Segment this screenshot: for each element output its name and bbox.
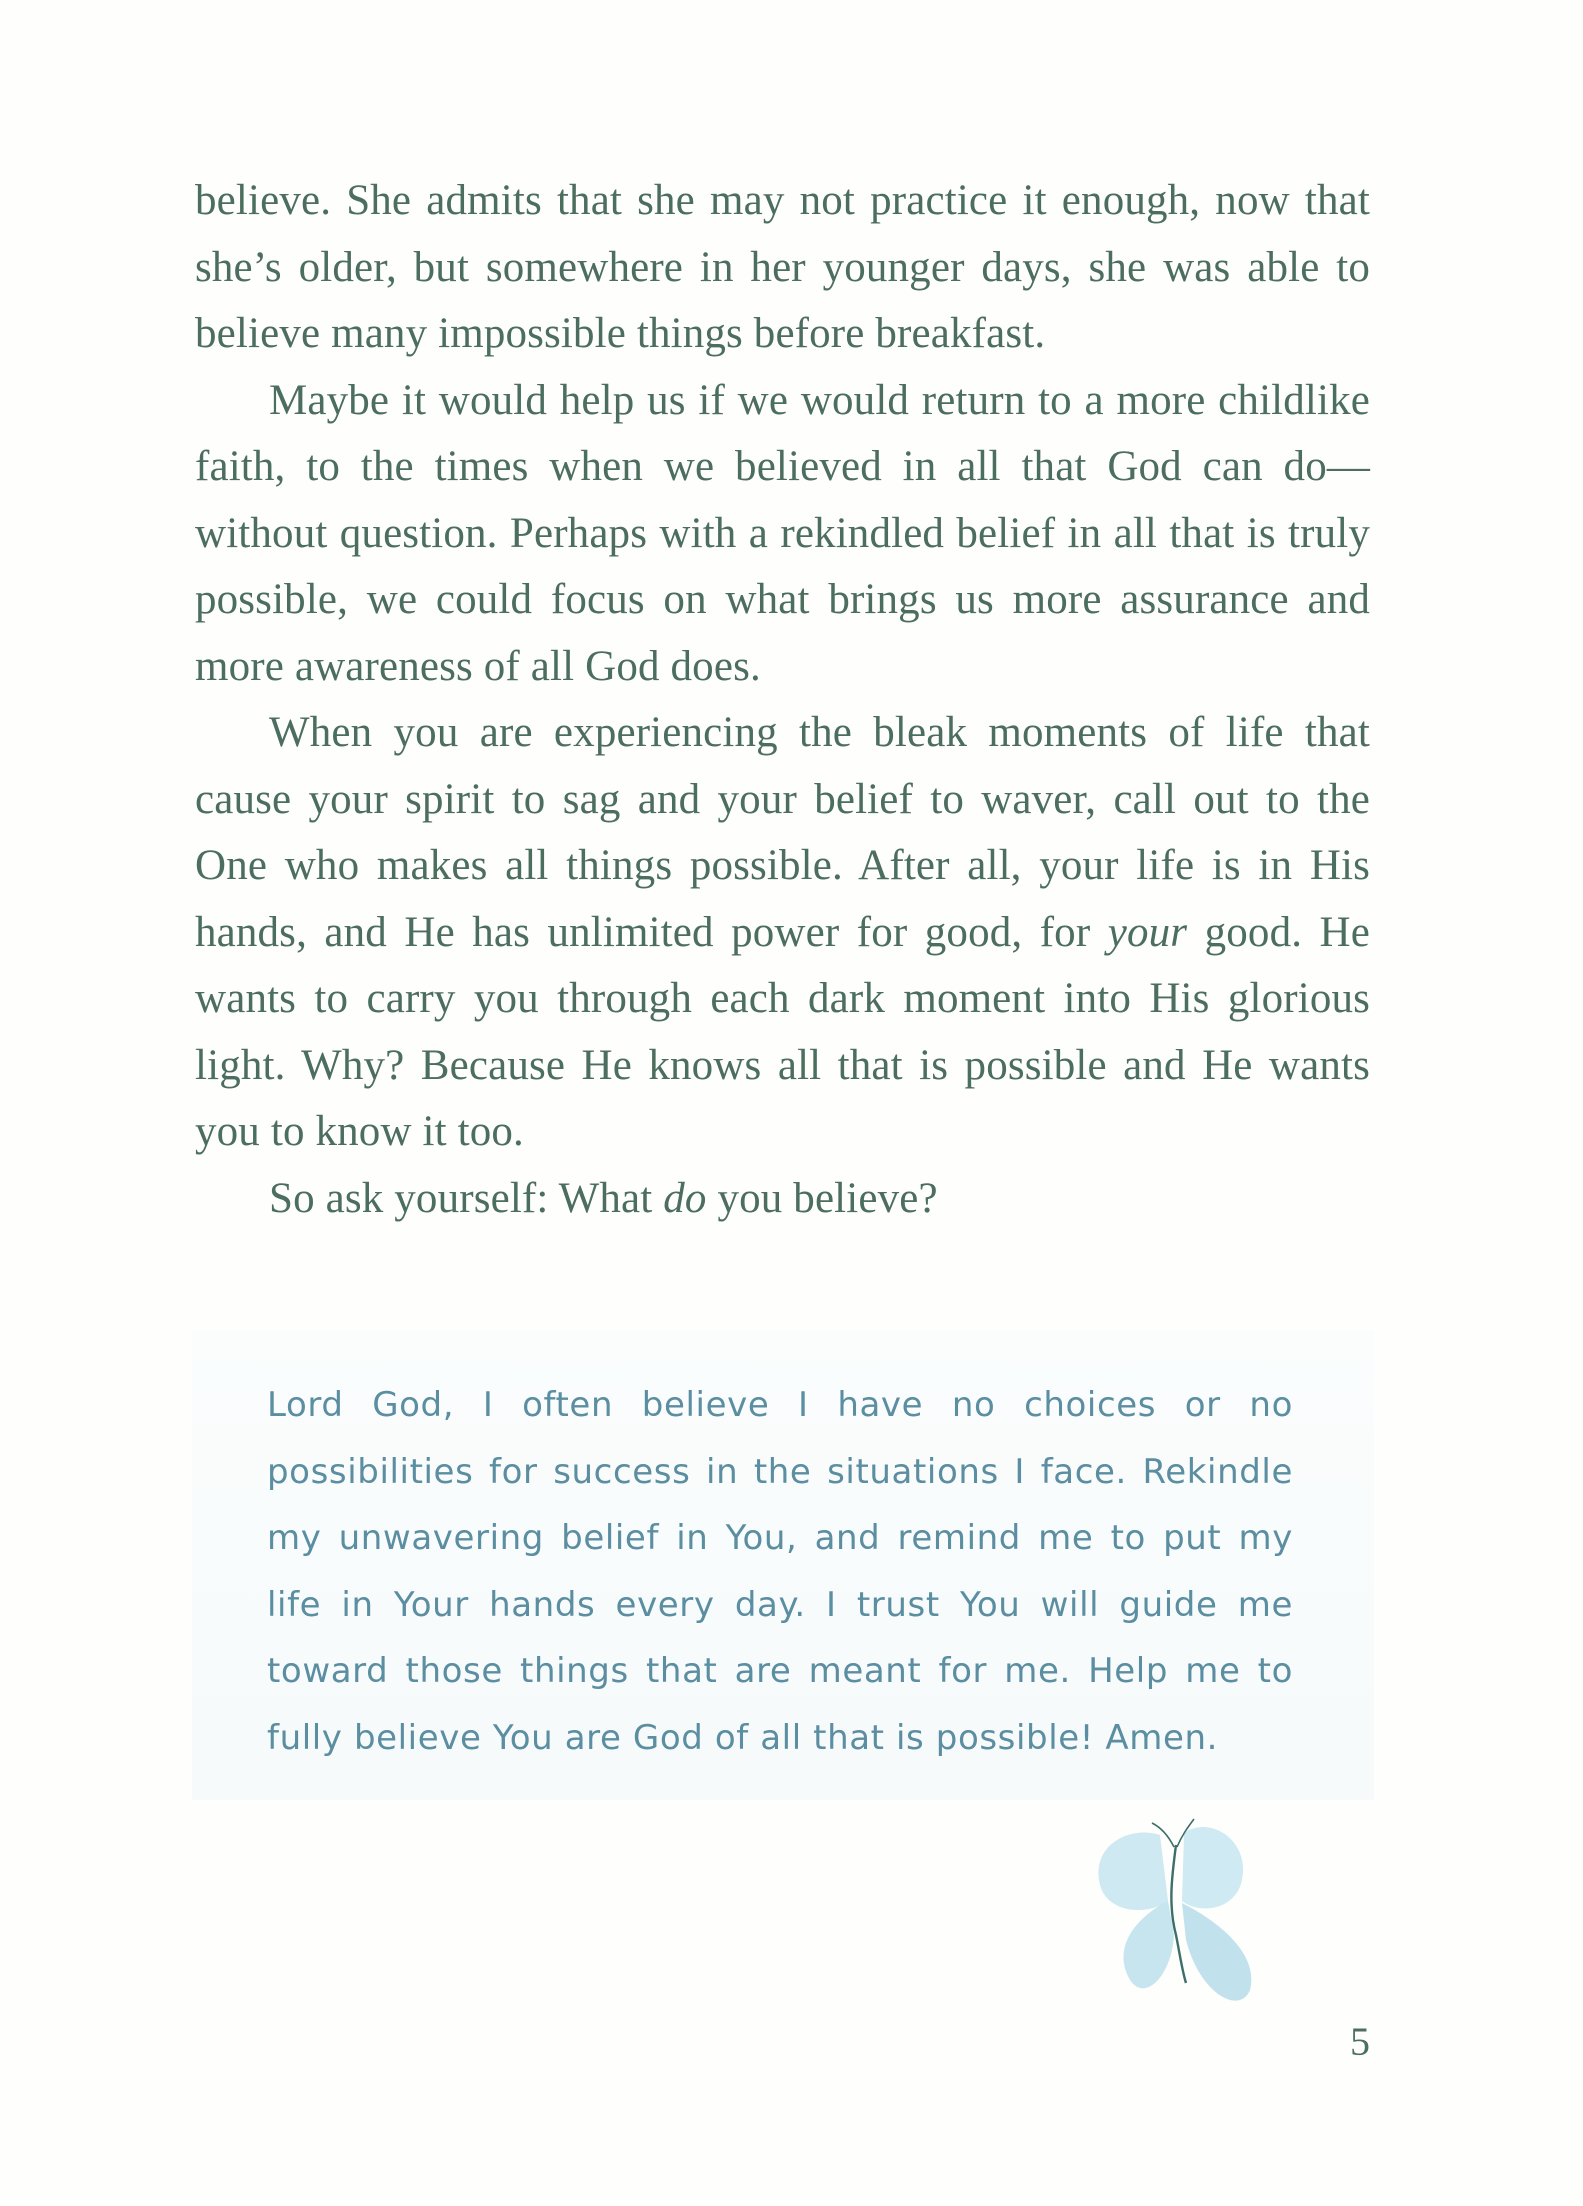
body-text <box>195 168 1370 1232</box>
prayer-line: toward those things that are meant for me. Help me to <box>267 1651 1293 1692</box>
paragraph-3-part-1: When you are experiencing the bleak moments of life that cause your spirit to sag and your belief to waver, call out to the One who makes all things possible. After all, your life is in His hands, and He has unlimited power for good, for <box>195 709 1370 956</box>
butterfly-icon <box>1060 1805 1290 2035</box>
prayer-text <box>267 1372 1293 1772</box>
prayer-line: Lord God, I often believe I have no choices or no <box>267 1385 1293 1425</box>
paragraph-4 <box>195 1166 1370 1233</box>
prayer-line: possibilities for success in the situations I face. Rekindle <box>267 1451 1293 1492</box>
page-number: 5 <box>1350 2019 1370 2064</box>
paragraph-4-part-1: So ask yourself: What <box>269 1174 664 1222</box>
paragraph-4-emphasis: do <box>663 1174 707 1222</box>
prayer-line: my unwavering belief in You, and remind me to put my <box>267 1518 1293 1559</box>
paragraph-3 <box>195 700 1370 1166</box>
paragraph-3-emphasis: your <box>1107 908 1188 956</box>
paragraph-3-part-2: good. He wants to carry you through each dark moment into His glorious light. Why? Because He knows all that is possible and He wants you to know it too. <box>195 908 1370 1155</box>
paragraph-4-part-2: you believe? <box>706 1174 938 1222</box>
paragraph-2: Maybe it would help us if we would return to a more childlike faith, to the times when we believed in all that God can do— without question. Perhaps with a rekindled belief in all that is truly possible, we could focus on what brings us more assurance and more awareness of all God does. <box>195 376 1370 690</box>
prayer-line: fully believe You are God of all that is possible! Amen. <box>267 1717 1219 1758</box>
prayer-line: life in Your hands every day. I trust You will guide me <box>267 1584 1293 1625</box>
paragraph-1: believe. She admits that she may not practice it enough, now that she’s older, but somewhere in her younger days, she was able to believe many impossible things before breakfast. <box>195 177 1370 357</box>
